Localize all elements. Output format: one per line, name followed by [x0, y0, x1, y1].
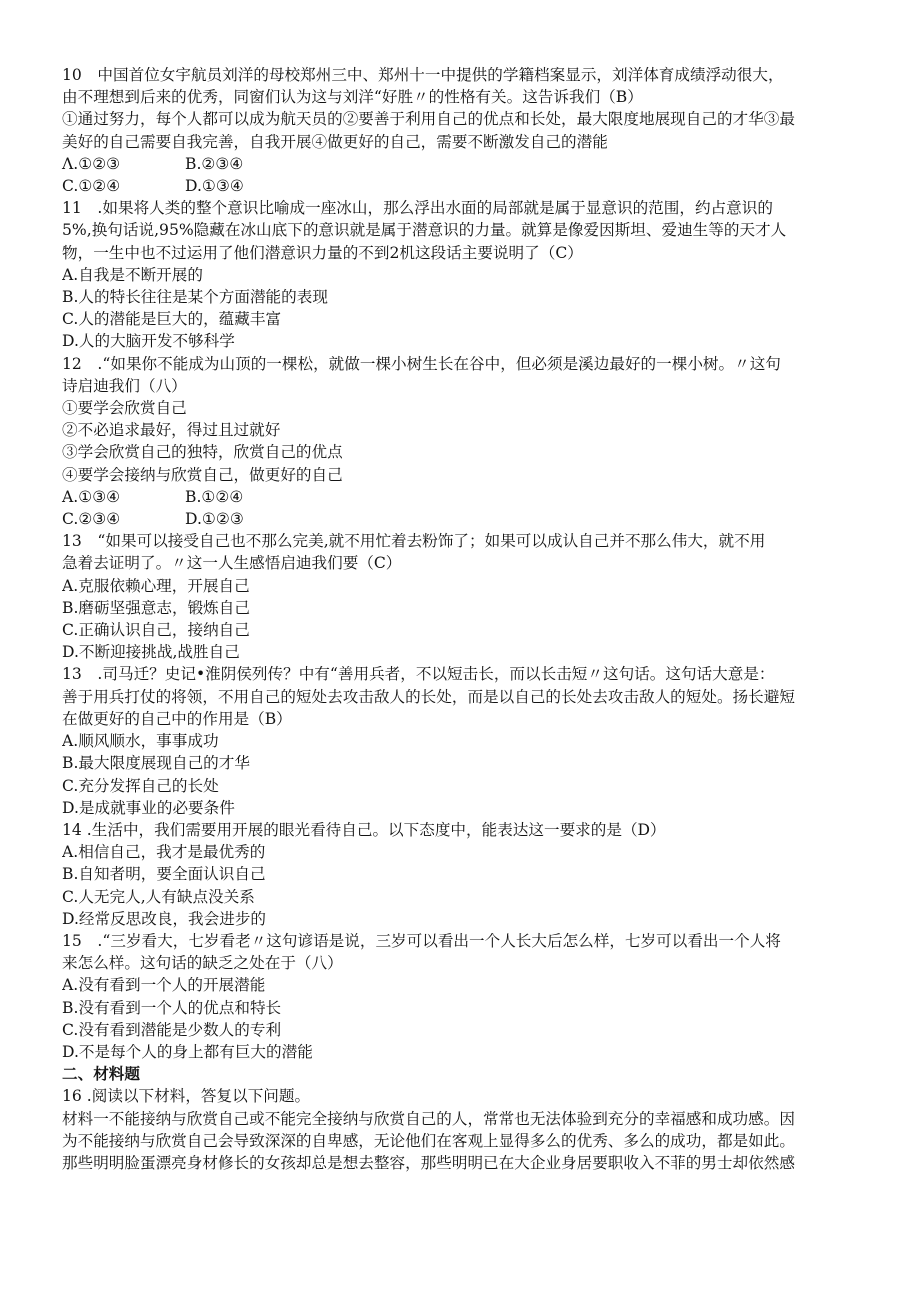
question-16	[62, 1085, 868, 1174]
question-text: 11 .如果将人类的整个意识比喻成一座冰山，那么浮出水面的局部就是属于显意识的范围，约占意识的	[62, 199, 773, 218]
option-b: B.②③④	[185, 154, 244, 173]
option-d: D.是成就事业的必要条件	[62, 798, 235, 817]
question-11	[62, 197, 868, 352]
option-c: C.没有看到潜能是少数人的专利	[62, 1020, 282, 1039]
question-text: 13 “如果可以接受自己也不那么完美,就不用忙着去粉饰了；如果可以成认自己并不那么伟大，就不用	[62, 532, 766, 551]
option-b: B.自知者明，要全面认识自己	[62, 865, 266, 884]
option-a: A.①③④	[62, 487, 121, 506]
option-d: D.①③④	[185, 177, 244, 196]
question-text: 诗启迪我们（八）	[62, 376, 187, 395]
question-text: 14 .生活中，我们需要用开展的眼光看待自己。以下态度中，能表达这一要求的是（D）	[62, 820, 666, 839]
material-text: 材料一不能接纳与欣赏自己或不能完全接纳与欣赏自己的人，常常也无法体验到充分的幸福感和成功感。因	[62, 1109, 795, 1128]
option-c: C.充分发挥自己的长处	[62, 776, 219, 795]
option-row	[62, 508, 868, 530]
question-14	[62, 819, 868, 930]
question-text: ①通过努力，每个人都可以成为航天员的②要善于利用自己的优点和长处，最大限度地展现自己的才华③最	[62, 110, 795, 129]
material-text: 那些明明脸蛋漂亮身材修长的女孩却总是想去整容，那些明明已在大企业身居要职收入不菲的男士却依然感	[62, 1153, 795, 1172]
option-row	[62, 486, 868, 508]
question-text: 善于用兵打仗的将领，不用自己的短处去攻击敌人的长处，而是以自己的长处去攻击敌人的短处。扬长避短	[62, 687, 795, 706]
statement-1: ①要学会欣赏自己	[62, 399, 187, 418]
option-b: B.没有看到一个人的优点和特长	[62, 998, 282, 1017]
question-text: 急着去证明了。〃这一人生感悟启迪我们要（C）	[62, 554, 402, 573]
material-text: 为不能接纳与欣赏自己会导致深深的自卑感，无论他们在客观上显得多么的优秀、多么的成功，都是如此。	[62, 1131, 795, 1150]
option-b: B.①②④	[185, 487, 244, 506]
option-d: D.人的大脑开发不够科学	[62, 332, 235, 351]
question-text: 美好的自己需要自我完善，自我开展④做更好的自己，需要不断激发自己的潜能	[62, 132, 608, 151]
option-d: D.不断迎接挑战,战胜自己	[62, 643, 240, 662]
option-c: C.人无完人,人有缺点没关系	[62, 887, 255, 906]
question-text: 16 .阅读以下材料，答复以下问题。	[62, 1087, 311, 1106]
question-text: 物，一生中也不过运用了他们潜意识力量的不到2机这段话主要说明了（C）	[62, 243, 583, 262]
question-10	[62, 64, 868, 197]
question-12	[62, 353, 868, 531]
option-d: D.经常反思改良，我会进步的	[62, 909, 267, 928]
option-a: A.顺风顺水，事事成功	[62, 732, 219, 751]
option-b: B.最大限度展现自己的才华	[62, 754, 250, 773]
question-text: 15 .“三岁看大，七岁看老〃这句谚语是说，三岁可以看出一个人长大后怎么样，七岁可以看出一个人将	[62, 931, 781, 950]
option-a: A.相信自己，我才是最优秀的	[62, 843, 266, 862]
option-d: D.①②③	[185, 510, 244, 529]
option-a: A.没有看到一个人的开展潜能	[62, 976, 266, 995]
question-text: 13 .司马迁？史记•淮阴侯列传？中有“善用兵者，不以短击长，而以长击短〃这句话。这句话大意是：	[62, 665, 775, 684]
option-c: C.正确认识自己，接纳自己	[62, 621, 250, 640]
question-text: 在做更好的自己中的作用是（B）	[62, 709, 292, 728]
question-text: 5%,换句话说,95%隐藏在冰山底下的意识就是属于潜意识的力量。就算是像爱因斯坦、爱迪生等的天才人	[62, 221, 787, 240]
question-13-first	[62, 530, 868, 663]
question-15	[62, 930, 868, 1063]
section-heading: 二、材料题	[62, 1064, 140, 1084]
statement-4: ④要学会接纳与欣赏自己，做更好的自己	[62, 465, 343, 484]
statement-2: ②不必追求最好，得过且过就好	[62, 421, 281, 440]
option-c: C.②③④	[62, 510, 121, 529]
option-a: A.克服依赖心理，开展自己	[62, 576, 250, 595]
option-b: B.磨砺坚强意志，锻炼自己	[62, 598, 250, 617]
option-b: B.人的特长往往是某个方面潜能的表现	[62, 288, 328, 307]
question-text: 由不理想到后来的优秀，同窗们认为这与刘洋“好胜〃的性格有关。这告诉我们（B）	[62, 88, 643, 107]
option-a: Λ.①②③	[62, 154, 121, 173]
question-text: 来怎么样。这句话的缺乏之处在于（八）	[62, 954, 343, 973]
question-text: 12 .“如果你不能成为山顶的一棵松，就做一棵小树生长在谷中，但必须是溪边最好的一棵小树。〃这句	[62, 354, 781, 373]
option-a: A.自我是不断开展的	[62, 265, 203, 284]
option-c: C.人的潜能是巨大的，蕴藏丰富	[62, 310, 282, 329]
option-c: C.①②④	[62, 177, 121, 196]
statement-3: ③学会欣赏自己的独特，欣赏自己的优点	[62, 443, 343, 462]
option-row	[62, 175, 868, 197]
question-text: 10 中国首位女宇航员刘洋的母校郑州三中、郑州十一中提供的学籍档案显示，刘洋体育成绩浮动很大，	[62, 66, 784, 84]
question-13-second	[62, 663, 868, 818]
option-d: D.不是每个人的身上都有巨大的潜能	[62, 1042, 313, 1061]
option-row	[62, 153, 868, 175]
